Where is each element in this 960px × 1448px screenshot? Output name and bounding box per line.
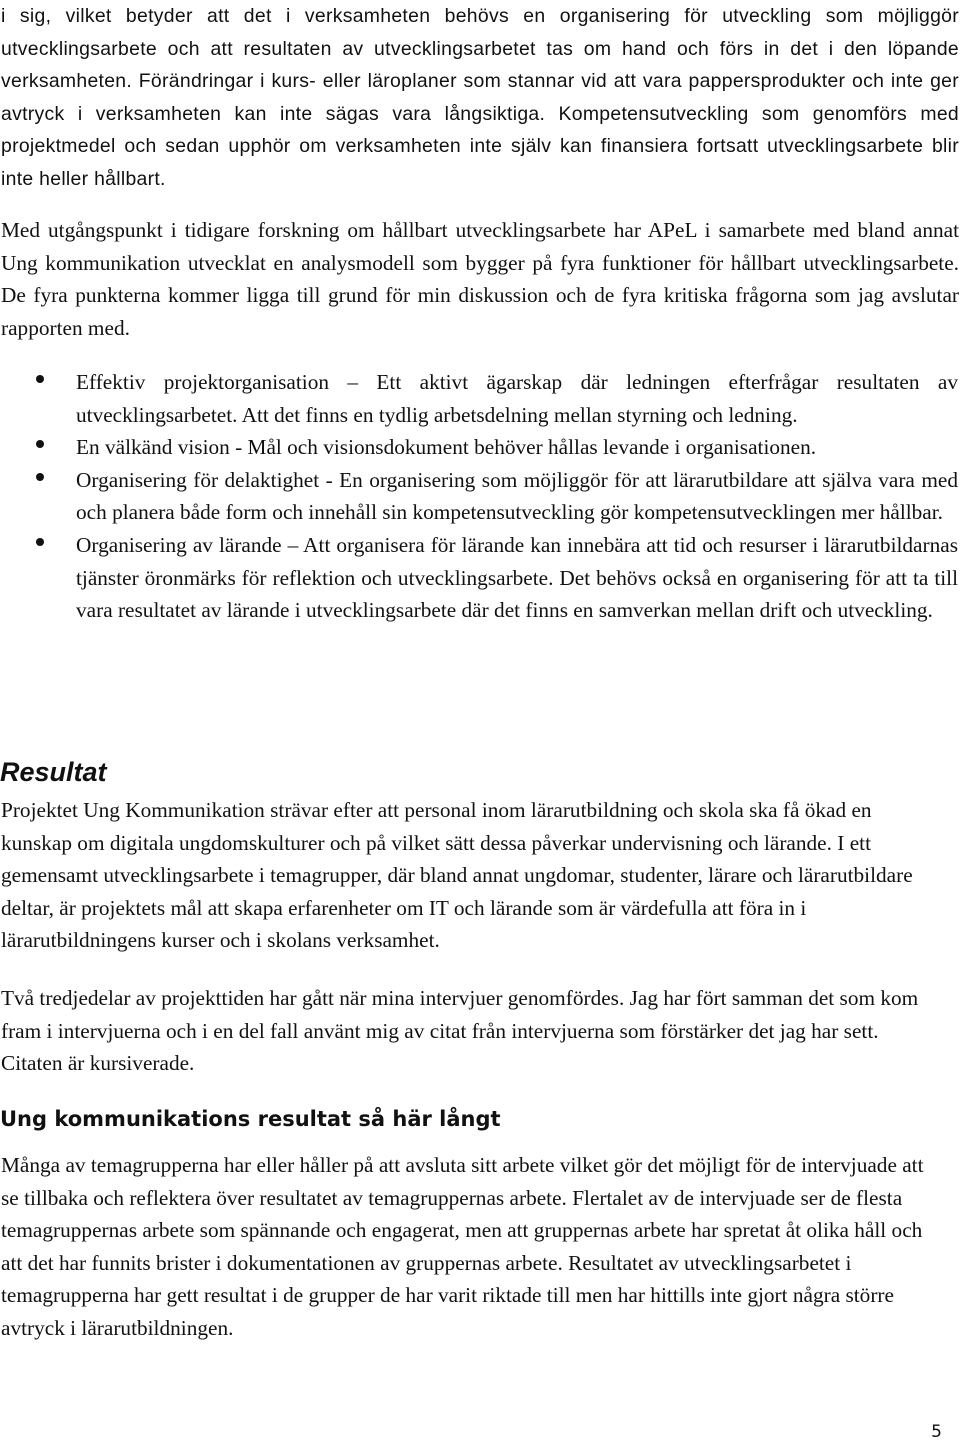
bullet-dot-icon	[36, 473, 44, 481]
bullet-text: Organisering av lärande – Att organisera för lärande kan innebära att tid och resurser i lärarutbildarnas tjänster öronmärks för reflektion och utvecklingsarbete. Det behövs också en organisering för att ta till vara resultatet av lärande i utvecklingsarbete där det finns en samverkan mellan drift och utveckling.	[76, 532, 958, 623]
bullet-text: Effektiv projektorganisation – Ett aktivt ägarskap där ledningen efterfrågar resultaten av utvecklingsarbetet. Att det finns en tydlig arbetsdelning mellan styrning och ledning.	[76, 370, 958, 427]
bullet-item-organisering-larande	[0, 529, 958, 627]
resultat-paragraph-2: Två tredjedelar av projekttiden har gått när mina intervjuer genomfördes. Jag har fört samman det som kom fram i intervjuerna och i en del fall använt mig av citat från intervjuerna som förstärker det jag har sett. Citaten är kursiverade.	[1, 986, 919, 1076]
page-number: 5	[931, 1422, 942, 1442]
bullet-dot-icon	[36, 375, 44, 383]
function-bullet-list	[0, 366, 958, 627]
bullet-item-valkand-vision	[0, 431, 958, 464]
intro-paragraph-1: i sig, vilket betyder att det i verksamheten behövs en organisering för utveckling som möjliggör utvecklingsarbete och att resultaten av utvecklingsarbetet tas om hand och förs in det i den löpande verksamheten. Förändringar i kurs- eller läroplaner som stannar vid att vara pappersprodukter och inte ger avtryck i verksamheten kan inte sägas vara långsiktiga. Kompetensutveckling som genomförs med projektmedel och sedan upphör om verksamheten inte själv kan finansiera fortsatt utvecklingsarbete blir inte heller hållbart.	[1, 5, 959, 190]
bullet-text: En välkänd vision - Mål och visionsdokument behöver hållas levande i organisationen.	[76, 435, 817, 460]
bullet-text: Organisering för delaktighet - En organisering som möjliggör för att lärarutbildare att själva vara med och planera både form och innehåll sin kompetensutveckling gör kompetensutvecklingen mer hållbar.	[76, 467, 958, 525]
bullet-item-organisering-delaktighet	[0, 464, 958, 529]
bullet-dot-icon	[36, 538, 44, 546]
resultat-paragraph-1: Projektet Ung Kommunikation strävar efter att personal inom lärarutbildning och skola ska få ökad en kunskap om digitala ungdomskulturer och på vilket sätt dessa påverkar undervisning och lärande. I ett gemensamt utvecklingsarbete i temagrupper, där bland annat ungdomar, studenter, lärare och lärarutbildare deltar, är projektets mål att skapa erfarenheter om IT och lärande som är värdefulla att föra in i lärarutbildningens kurser och i skolans verksamhet.	[1, 798, 913, 953]
ung-paragraph-1: Många av temagrupperna har eller håller på att avsluta sitt arbete vilket gör det möjligt för de intervjuade att se tillbaka och reflektera över resultatet av temagruppernas arbete. Flertalet av de intervjuade ser de flesta temagruppernas arbete som spännande och engagerat, men att gruppernas arbete har spretat åt olika håll och att det har funnits brister i dokumentationen av gruppernas arbete. Resultatet av utvecklingsarbetet i temagrupperna har gett resultat i de grupper de har varit riktade till men har hittills inte gjort några större avtryck i lärarutbildningen.	[1, 1153, 924, 1340]
bullet-item-effektiv-projektorganisation	[0, 366, 958, 431]
intro-paragraph-2: Med utgångspunkt i tidigare forskning om hållbart utvecklingsarbete har APeL i samarbete med bland annat Ung kommunikation utvecklat en analysmodell som bygger på fyra funktioner för hållbart utvecklingsarbete. De fyra punkterna kommer ligga till grund för min diskussion och de fyra kritiska frågorna som jag avslutar rapporten med.	[1, 218, 959, 340]
section-heading-ung-kommunikation: Ung kommunikations resultat så här långt	[0, 1107, 501, 1131]
section-heading-resultat: Resultat	[0, 757, 107, 787]
bullet-dot-icon	[36, 440, 44, 448]
